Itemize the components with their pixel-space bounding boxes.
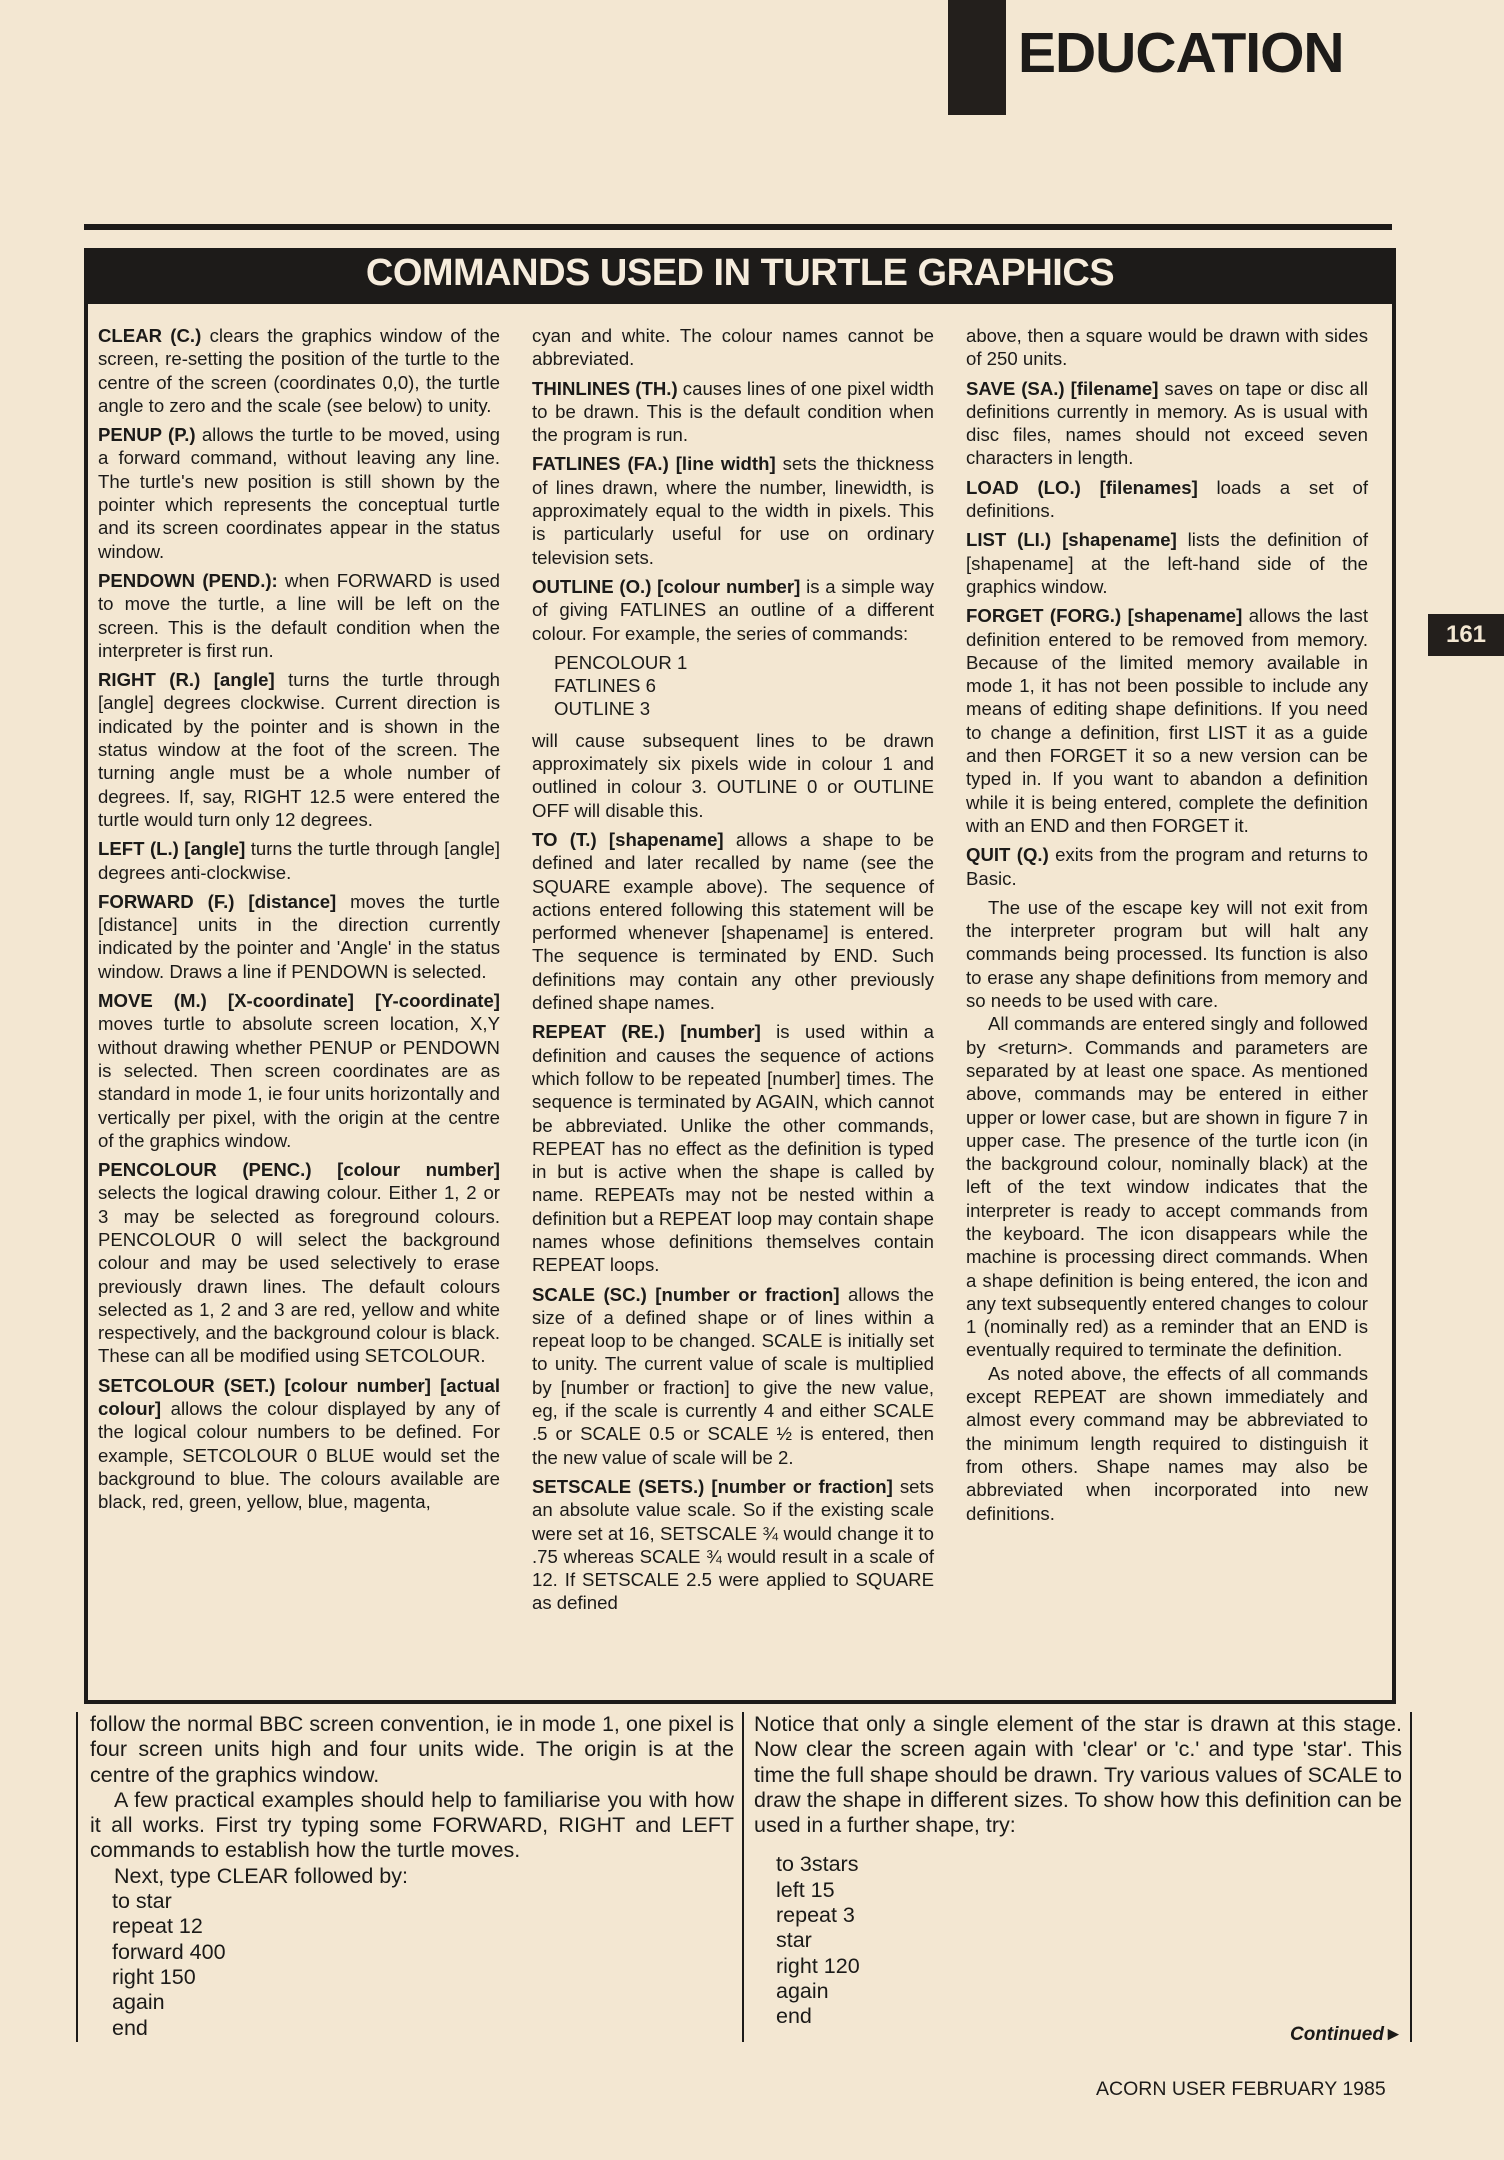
code-line: end — [112, 2015, 148, 2040]
command-term: RIGHT (R.) [angle] — [98, 669, 275, 691]
body-paragraph: The use of the escape key will not exit from the interpreter program but will halt any commands being processed. Its function is also to erase any shape definitions from memory and so needs to be used with care. — [966, 896, 1368, 1012]
code-line: forward 400 — [112, 1939, 226, 1964]
article-column-left — [90, 1712, 734, 2041]
command-description: turns the turtle through [angle] degrees clockwise. Current direction is indicated by the pointer and is shown in the status window at the foot of the screen. The turning angle must be a whole number of degrees. If, say, RIGHT 12.5 were entered the turtle would turn only 12 degrees. — [98, 669, 500, 830]
command-description: loads a set of definitions. — [966, 476, 1368, 522]
continued-text: cyan and white. The colour names cannot be abbreviated. — [532, 325, 934, 370]
code-line: right 150 — [112, 1964, 196, 1989]
page-number-tab: 161 — [1428, 614, 1504, 656]
command-term: REPEAT (RE.) [number] — [532, 1021, 761, 1043]
command-entry — [532, 575, 934, 645]
command-entry — [532, 1475, 934, 1615]
command-entry — [98, 324, 500, 417]
code-line: end — [776, 2004, 812, 2029]
continued-text: Continued — [1290, 2024, 1384, 2045]
command-entry — [98, 890, 500, 983]
code-line: again — [776, 1978, 829, 2003]
command-entry — [98, 1374, 500, 1514]
code-line: repeat 12 — [112, 1914, 203, 1939]
commands-column-3 — [966, 324, 1368, 1525]
command-term: SETSCALE (SETS.) [number or fraction] — [532, 1475, 893, 1497]
command-entry — [532, 1020, 934, 1276]
command-term: PENCOLOUR (PENC.) [colour number] — [98, 1159, 500, 1181]
body-paragraph: Notice that only a single element of the star is drawn at this stage. Now clear the screen again with 'clear' or 'c.' and type 'star'. This time the full shape should be drawn. Try various values of SCALE to draw the shape in different sizes. To show how this definition can be used in a further shape, try: — [754, 1712, 1402, 1838]
command-entry — [966, 843, 1368, 890]
command-entry — [966, 604, 1368, 837]
section-marker-block — [948, 0, 1006, 115]
column-rule-right — [1410, 1712, 1412, 2042]
command-entry — [966, 528, 1368, 598]
command-description: lists the definition of [shapename] at the left-hand side of the graphics window. — [966, 529, 1368, 597]
article-column-right — [754, 1712, 1402, 2030]
command-description: when FORWARD is used to move the turtle, a line will be left on the screen. This is the default condition when the interpreter is first run. — [98, 569, 500, 661]
command-description: causes lines of one pixel width to be drawn. This is the default condition when the program is run. — [532, 377, 934, 446]
body-paragraph: All commands are entered singly and followed by <return>. Commands and parameters are separated by at least one space. As mentioned above, commands may be entered in either upper or lower case, but are shown in figure 7 in upper case. The presence of the turtle icon (in the background colour, nominally black) at the left of the text window indicates that the interpreter is ready to accept commands from the keyboard. The icon disappears while the machine is processing direct commands. When a shape definition is being entered, the icon and any text subsequently entered changes to colour 1 (nominally red) as a reminder that an END is eventually required to terminate the definition. — [966, 1013, 1368, 1361]
arrow-right-icon: ► — [1383, 2024, 1403, 2045]
code-line: repeat 3 — [776, 1903, 855, 1928]
command-description: sets the thickness of lines drawn, where the number, linewidth, is approximately equal to the width in pixels. This is particularly useful for use on ordinary television sets. — [532, 453, 934, 568]
body-paragraph: A few practical examples should help to familiarise you with how it all works. First try typing some FORWARD, RIGHT and LEFT commands to establish how the turtle moves. — [90, 1787, 734, 1863]
code-line: OUTLINE 3 — [554, 698, 651, 720]
command-description: is used within a definition and causes the sequence of actions which follow to be repeated [number] times. The sequence is terminated by AGAIN, which cannot be abbreviated. Unlike the other commands, REPEAT has no effect as the definition is typed in but is active when the shape is called by name. REPEATs may not be nested within a definition but a REPEAT loop may contain shape names whose definitions themselves contain REPEAT loops. — [532, 1021, 934, 1276]
code-line: to star — [112, 1889, 172, 1914]
code-example — [754, 1852, 1402, 2029]
command-description: allows the colour displayed by any of the logical colour numbers to be defined. For example, SETCOLOUR 0 BLUE would set the background to blue. The colours available are black, red, green, yellow, blue, magenta, — [98, 1398, 500, 1513]
code-line: again — [112, 1990, 165, 2015]
code-line: left 15 — [776, 1877, 835, 1902]
command-description: exits from the program and returns to Basic. — [966, 844, 1368, 889]
command-term: LOAD (LO.) [filenames] — [966, 476, 1198, 498]
body-paragraph: follow the normal BBC screen convention, ie in mode 1, one pixel is four screen units high and four units wide. The origin is at the centre of the graphics window. — [90, 1712, 734, 1787]
body-paragraph: Next, type CLEAR followed by: — [114, 1863, 408, 1888]
command-term: TO (T.) [shapename] — [532, 828, 724, 850]
top-rule — [84, 224, 1392, 230]
code-line: FATLINES 6 — [554, 675, 656, 697]
column-rule-left — [76, 1712, 78, 2042]
command-description: allows the turtle to be moved, using a forward command, without leaving any line. The turtle's new position is still shown by the pointer which represents the conceptual turtle and its screen coordinates appear in the status window. — [98, 424, 500, 562]
command-description: allows a shape to be defined and later recalled by name (see the SQUARE example above). The sequence of actions entered following this statement will be performed whenever [shapename] is entered. The sequence is terminated by END. Such definitions may contain any other previously defined shape names. — [532, 828, 934, 1014]
command-description: allows the last definition entered to be removed from memory. Because of the limited memory available in mode 1, it has not been possible to include any means of editing shape definitions. If you need to change a definition, first LIST it as a guide and then FORGET it so a new version can be typed in. If you want to abandon a definition while it is being entered, complete the definition with an END and then FORGET it. — [966, 605, 1368, 836]
commands-column-1 — [98, 324, 500, 1520]
command-entry — [98, 1158, 500, 1368]
command-entry — [966, 377, 1368, 470]
command-entry — [966, 476, 1368, 523]
command-entry — [532, 1283, 934, 1469]
command-description: selects the logical drawing colour. Either 1, 2 or 3 may be selected as foreground colours. PENCOLOUR 0 will select the background colour and may be used selectively to erase previously drawn lines. The default colours selected as 1, 2 and 3 are red, yellow and white respectively, and the background colour is black. These can all be modified using SETCOLOUR. — [98, 1182, 500, 1367]
command-term: PENUP (P.) — [98, 424, 196, 446]
column-rule-middle — [742, 1712, 744, 2042]
command-entry — [98, 423, 500, 563]
code-line: PENCOLOUR 1 — [554, 651, 688, 673]
command-entry — [532, 377, 934, 447]
command-description: moves the turtle [distance] units in the direction currently indicated by the pointer and 'Angle' in the status window. Draws a line if PENDOWN is selected. — [98, 890, 500, 982]
command-entry — [532, 828, 934, 1014]
command-description: moves turtle to absolute screen location, X,Y without drawing whether PENUP or PENDOWN is selected. Then screen coordinates are as standard in mode 1, ie four units horizontally and vertically per pixel, with the origin at the centre of the graphics window. — [98, 1013, 500, 1151]
command-description: clears the graphics window of the screen, re-setting the position of the turtle to the centre of the screen (coordinates 0,0), the turtle angle to zero and the scale (see below) to unity. — [98, 325, 500, 416]
command-term: CLEAR (C.) — [98, 325, 202, 346]
command-entry — [98, 668, 500, 831]
commands-column-2 — [532, 324, 934, 1621]
command-entry — [98, 989, 500, 1152]
body-paragraph: As noted above, the effects of all commands except REPEAT are shown immediately and almost every command may be abbreviated to the minimum length required to distinguish it from others. Shape names may also be abbreviated when incorporated into new definitions. — [966, 1362, 1368, 1524]
command-term: QUIT (Q.) — [966, 844, 1049, 866]
command-term: FATLINES (FA.) [line width] — [532, 453, 776, 475]
command-term: SAVE (SA.) [filename] — [966, 377, 1159, 399]
command-term: FORWARD (F.) [distance] — [98, 890, 337, 912]
box-heading: COMMANDS USED IN TURTLE GRAPHICS — [365, 252, 1115, 294]
command-term: OUTLINE (O.) [colour number] — [532, 575, 801, 597]
section-title: EDUCATION — [1018, 21, 1344, 85]
command-term: FORGET (FORG.) [shapename] — [966, 605, 1243, 627]
code-line: right 120 — [776, 1953, 860, 1978]
command-term: PENDOWN (PEND.): — [98, 569, 278, 591]
code-example — [90, 1889, 734, 2041]
command-term: LEFT (L.) [angle] — [98, 838, 246, 860]
command-description: sets an absolute value scale. So if the existing scale were set at 16, SETSCALE ¾ would change it to .75 whereas SCALE ¾ would result in a scale of 12. If SETSCALE 2.5 were applied to SQUARE as defined — [532, 1475, 934, 1614]
continued-label — [1290, 2024, 1403, 2046]
command-term: THINLINES (TH.) — [532, 377, 678, 399]
command-description: saves on tape or disc all definitions currently in memory. As is usual with disc files, names should not exceed seven characters in length. — [966, 377, 1368, 469]
command-entry — [532, 452, 934, 568]
command-term: LIST (LI.) [shapename] — [966, 529, 1177, 551]
code-line: to 3stars — [776, 1852, 859, 1877]
continued-text: above, then a square would be drawn with sides of 250 units. — [966, 325, 1368, 370]
command-description: allows the size of a defined shape or of lines within a repeat loop to be changed. SCALE is initially set to unity. The current value of scale is multiplied by [number or fraction] to give the new value, eg, if the scale is currently 4 and either SCALE .5 or SCALE 0.5 or SCALE ½ is entered, then the new value of scale will be 2. — [532, 1283, 934, 1468]
command-description: is a simple way of giving FATLINES an outline of a different colour. For example, the series of commands: — [532, 575, 934, 644]
command-entry — [98, 837, 500, 884]
command-term: SCALE (SC.) [number or fraction] — [532, 1283, 840, 1305]
command-entry — [98, 569, 500, 662]
command-description: turns the turtle through [angle] degrees anti-clockwise. — [98, 838, 500, 883]
page-footer: ACORN USER FEBRUARY 1985 — [1096, 2078, 1386, 2100]
body-paragraph: will cause subsequent lines to be drawn approximately six pixels wide in colour 1 and outlined in colour 3. OUTLINE 0 or OUTLINE OFF will disable this. — [532, 729, 934, 821]
code-line: star — [776, 1928, 812, 1953]
command-term: SETCOLOUR (SET.) [colour number] [actual colour] — [98, 1374, 500, 1420]
command-term: MOVE (M.) [X-coordinate] [Y-coordinate] — [98, 990, 500, 1012]
code-example — [532, 651, 934, 721]
